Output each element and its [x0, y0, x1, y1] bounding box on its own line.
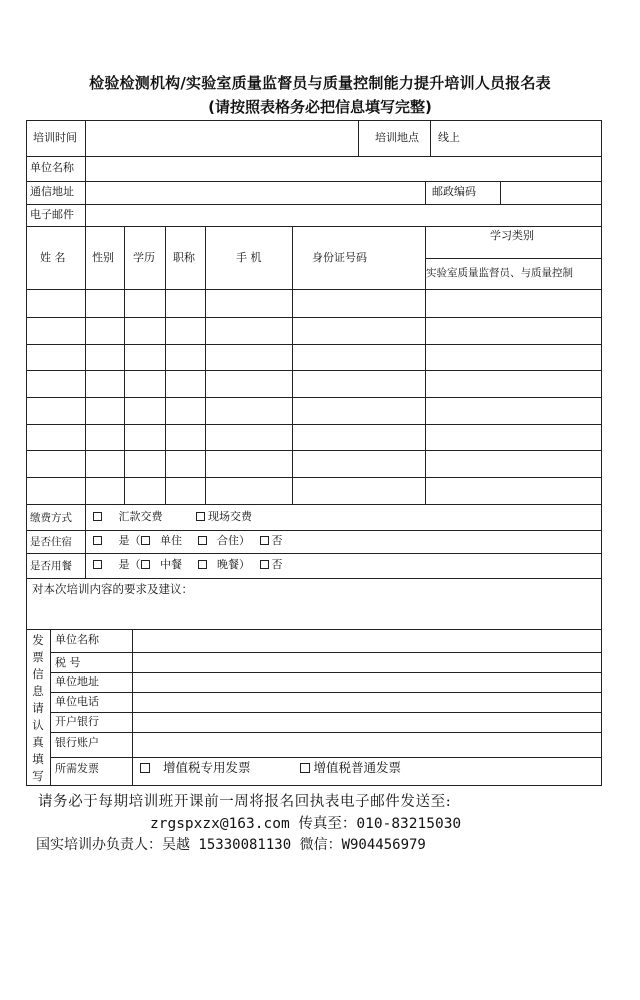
lodging-yes-checkbox[interactable]	[93, 536, 102, 545]
payment-onsite-label: 现场交费	[208, 510, 252, 523]
invoice-normal-checkbox[interactable]	[300, 763, 310, 773]
col-divider	[85, 181, 86, 204]
address-label: 通信地址	[30, 185, 74, 198]
lodging-label: 是否住宿	[30, 536, 72, 548]
invoice-phone-label: 单位电话	[55, 695, 99, 708]
meal-lunch-label: 中餐	[160, 558, 182, 571]
col-header-name: 姓 名	[40, 251, 66, 264]
invoice-account-label: 银行账户	[55, 736, 99, 749]
lodging-no-checkbox[interactable]	[260, 536, 269, 545]
row-divider	[425, 258, 602, 259]
meal-dinner-label: 晚餐）	[217, 558, 250, 571]
lodging-yes-label: 是（	[118, 534, 141, 547]
invoice-special-checkbox[interactable]	[140, 763, 150, 773]
email-label: 电子邮件	[30, 208, 74, 221]
col-divider	[205, 226, 206, 504]
row-divider	[26, 181, 602, 182]
col-header-phone: 手 机	[236, 251, 262, 264]
lodging-shared-checkbox[interactable]	[198, 536, 207, 545]
suggestion-field[interactable]	[28, 598, 600, 627]
row-divider	[26, 553, 602, 554]
lodging-single-label: 单住	[160, 534, 182, 547]
invoice-bank-label: 开户银行	[55, 715, 99, 728]
row-divider	[26, 504, 602, 505]
training-time-label: 培训时间	[33, 131, 77, 144]
invoice-side-label: 发票信息请认真填写	[32, 633, 44, 783]
row-divider	[26, 204, 602, 205]
postcode-label: 邮政编码	[432, 185, 476, 198]
invoice-normal-label: 增值税普通发票	[313, 760, 401, 775]
payment-label: 缴费方式	[30, 512, 72, 524]
company-name-label: 单位名称	[30, 161, 74, 174]
col-divider	[165, 226, 166, 504]
footer-instruction: 请务必于每期培训班开课前一周将报名回执表电子邮件发送至:	[38, 794, 452, 810]
training-location-label: 培训地点	[375, 131, 419, 144]
address-field[interactable]	[87, 183, 423, 202]
row-divider	[26, 317, 602, 318]
row-divider	[26, 450, 602, 451]
training-location-value: 线上	[438, 131, 460, 144]
lodging-single-checkbox[interactable]	[141, 536, 150, 545]
row-divider	[26, 226, 602, 227]
row-divider	[26, 530, 602, 531]
company-name-field[interactable]	[87, 158, 600, 179]
training-time-field[interactable]	[87, 122, 356, 154]
col-divider	[85, 504, 86, 578]
row-divider	[26, 578, 602, 579]
col-header-title: 职称	[173, 251, 195, 264]
payment-options	[93, 510, 252, 524]
invoice-type-label: 所需发票	[55, 762, 99, 775]
category-value: 实验室质量监督员、与质量控制	[426, 267, 573, 279]
col-divider	[85, 120, 86, 156]
row-divider	[26, 629, 602, 630]
meal-no-checkbox[interactable]	[260, 560, 269, 569]
col-divider	[425, 181, 426, 204]
postcode-field[interactable]	[502, 183, 600, 202]
row-divider	[26, 397, 602, 398]
row-divider	[26, 344, 602, 345]
payment-remit-label: 汇款交费	[118, 510, 163, 523]
meal-label: 是否用餐	[30, 560, 72, 572]
suggestion-label: 对本次培训内容的要求及建议：	[32, 582, 193, 596]
meal-dinner-checkbox[interactable]	[198, 560, 207, 569]
row-divider	[26, 156, 602, 157]
invoice-tax-label: 税 号	[55, 656, 81, 669]
col-divider	[85, 156, 86, 181]
col-header-id-number: 身份证号码	[312, 251, 367, 264]
col-header-gender: 性别	[92, 251, 114, 264]
col-header-category: 学习类别	[490, 229, 534, 242]
col-divider	[430, 120, 431, 156]
form-title: 检验检测机构/实验室质量监督员与质量控制能力提升培训人员报名表	[89, 74, 551, 92]
invoice-company-label: 单位名称	[55, 633, 99, 646]
col-divider	[292, 226, 293, 504]
col-divider	[50, 629, 51, 786]
meal-lunch-checkbox[interactable]	[141, 560, 150, 569]
lodging-no-label: 否	[271, 534, 283, 547]
payment-onsite-checkbox[interactable]	[196, 512, 205, 521]
col-header-education: 学历	[133, 251, 155, 264]
email-field[interactable]	[87, 206, 600, 224]
meal-yes-label: 是（	[118, 558, 141, 571]
row-divider	[26, 477, 602, 478]
col-divider	[358, 120, 359, 156]
row-divider	[26, 424, 602, 425]
form-subtitle: (请按照表格务必把信息填写完整)	[208, 98, 432, 116]
meal-yes-checkbox[interactable]	[93, 560, 102, 569]
payment-remit-checkbox[interactable]	[93, 512, 102, 521]
col-divider	[500, 181, 501, 204]
meal-no-label: 否	[271, 558, 283, 571]
footer-email-fax: zrgspxzx@163.com 传真至：010-83215030	[150, 816, 462, 832]
col-divider	[85, 226, 86, 504]
invoice-address-label: 单位地址	[55, 675, 99, 688]
col-divider	[124, 226, 125, 504]
invoice-type-options	[140, 761, 401, 775]
row-divider	[26, 289, 602, 290]
footer-contact: 国实培训办负责人：吴越 15330081130 微信：W904456979	[36, 837, 426, 853]
meal-options	[93, 558, 283, 572]
lodging-shared-label: 合住）	[217, 534, 250, 547]
row-divider	[26, 370, 602, 371]
col-divider	[132, 629, 133, 786]
invoice-special-label: 增值税专用发票	[162, 760, 251, 775]
col-divider	[85, 204, 86, 226]
lodging-options	[93, 534, 283, 548]
